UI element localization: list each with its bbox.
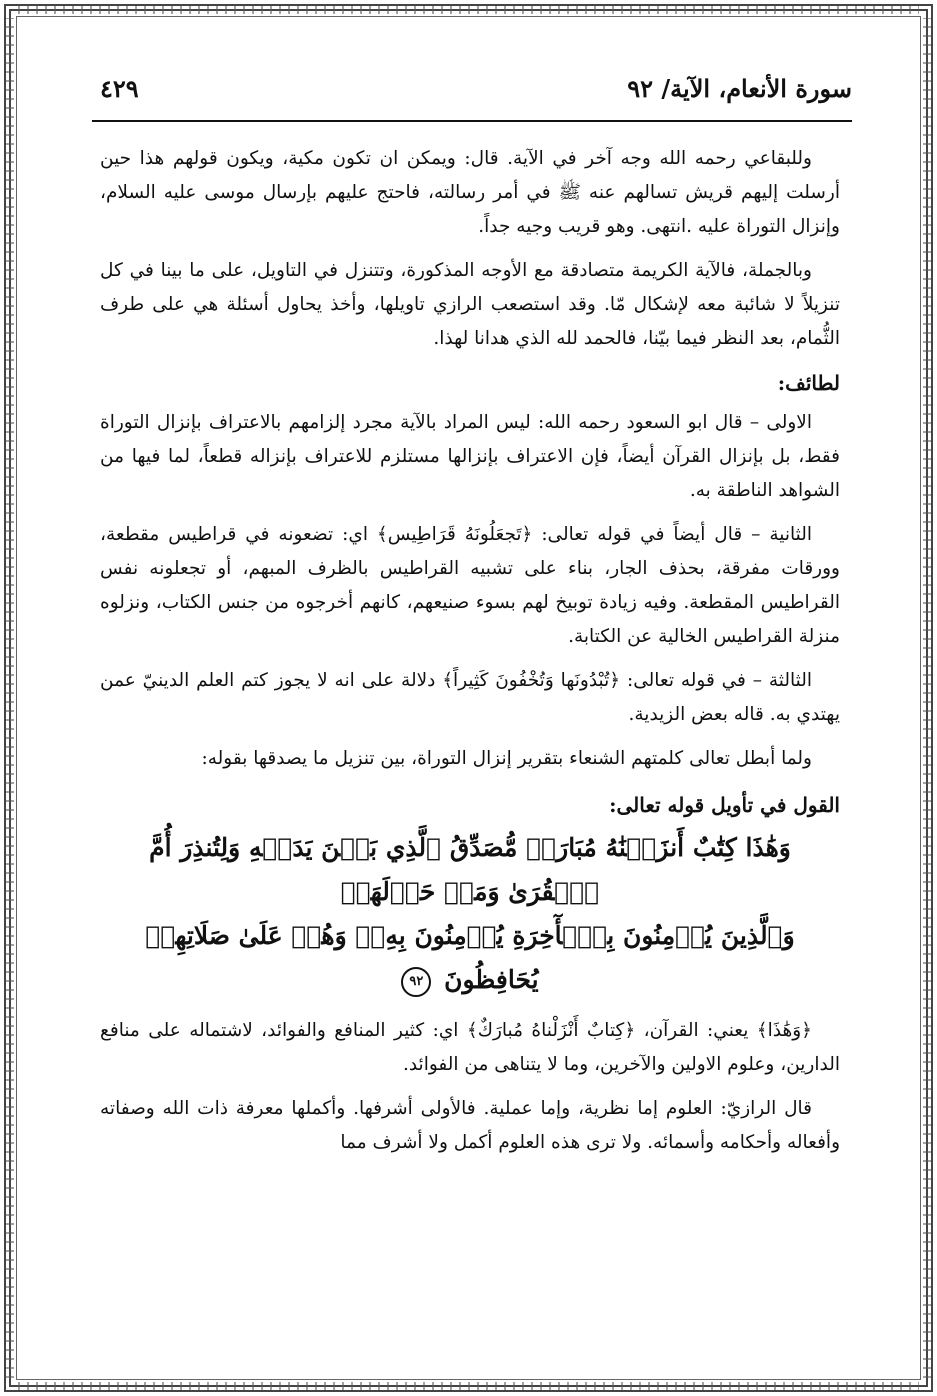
running-title: سورة الأنعام، الآية/ ٩٢ — [627, 74, 852, 103]
quran-verse — [100, 826, 840, 1002]
paragraph: الثانية – قال أيضاً في قوله تعالى: ﴿تَجعَلُونَهُ قَرَاطِيس﴾ اي: تضعونه في قراطيس مقطعة، وورقات مفرقة، بحذف الجار، بناء على تشبيه القراطيس بالظرف المبهم، أو تجعلونه نفس القراطيس المقطعة. وفيه زيادة توبيخ لهم بسوء صنيعهم، كانهم أخرجوه من جنس الكتاب، ونزلوه منزلة القراطيس الخالية عن الكتابة. — [100, 524, 840, 647]
paragraph: قال الرازيّ: العلوم إما نظرية، وإما عملية. فالأولى أشرفها. وأكملها معرفة ذات الله وصفاته وأفعاله وأحكامه وأسمائه. ولا ترى هذه العلوم أكمل ولا أشرف مما — [100, 1098, 840, 1153]
border-ornament-right — [923, 18, 931, 1378]
paragraph: ولما أبطل تعالى كلمتهم الشنعاء بتقرير إنزال التوراة، بين تنزيل ما يصدقها بقوله: — [201, 748, 812, 769]
section-heading-qawl: القول في تأويل قوله تعالى: — [609, 793, 840, 817]
paragraph: الثالثة – في قوله تعالى: ﴿تُبْدُونَها وَتُخْفُونَ كَثِيراً﴾ دلالة على انه لا يجوز كتم العلم الدينيّ عمن يهتدي به. قاله بعض الزيدية. — [100, 670, 840, 725]
verse-number-marker: ٩٢ — [401, 967, 431, 997]
page-header — [92, 72, 852, 122]
paragraph: الاولى – قال ابو السعود رحمه الله: ليس المراد بالآية مجرد إلزامهم بالاعتراف بإنزال التوراة فقط، بل بإنزال القرآن أيضاً، فإن الاعتراف بإنزالها مستلزم للاعتراف بإنزاله قطعاً، لما فيها من الشواهد الناطقة به. — [100, 412, 840, 501]
border-ornament-left — [6, 18, 14, 1378]
border-ornament-bottom — [18, 1382, 919, 1390]
paragraph: ﴿وَهَٰذَا﴾ يعني: القرآن، ﴿كِتابٌ أَنْزَلْناهُ مُبارَكٌ﴾ اي: كثير المنافع والفوائد، لاشتماله على منافع الدارين، وعلوم الاولين والآخرين، وما لا يتناهى من الفوائد. — [100, 1020, 840, 1075]
verse-line-text: وَٱلَّذِينَ يُؤۡمِنُونَ بِٱلۡأٓخِرَةِ يُؤۡمِنُونَ بِهِۦۖ وَهُمۡ عَلَىٰ صَلَاتِهِمۡ يُحَافِظُونَ — [145, 921, 795, 994]
border-ornament-top — [18, 6, 919, 14]
page-number: ٤٢٩ — [100, 74, 139, 103]
page-body — [100, 142, 840, 1302]
section-heading-lataif: لطائف: — [777, 371, 840, 395]
verse-line-2 — [100, 914, 840, 1002]
verse-line: وَهَٰذَا كِتَٰبٌ أَنزَلۡنَٰهُ مُبَارَكٞ مُّصَدِّقُ ٱلَّذِي بَيۡنَ يَدَيۡهِ وَلِتُنذِرَ أُمَّ ٱلۡقُرَىٰ وَمَنۡ حَوۡلَهَاۚ — [149, 833, 791, 906]
paragraph: وبالجملة، فالآية الكريمة متصادقة مع الأوجه المذكورة، وتتنزل في التاويل، على ما بينا في كل تنزيلاً لا شائبة معه لإشكال مّا. وقد استصعب الرازي تاويلها، وأخذ يحاول أسئلة هي على طرف الثُّمام، بعد النظر فيما بيّنا، فالحمد لله الذي هدانا لهذا. — [100, 260, 840, 349]
paragraph: وللبقاعي رحمه الله وجه آخر في الآية. قال: ويمكن ان تكون مكية، ويكون قولهم هذا حين أرسلت إليهم قريش تسالهم عنه ﷺ في أمر رسالته، فاحتج عليهم بإرسال موسى عليه السلام، وإنزال التوراة عليه .انتهى. وهو قريب وجيه جداً. — [100, 148, 840, 237]
